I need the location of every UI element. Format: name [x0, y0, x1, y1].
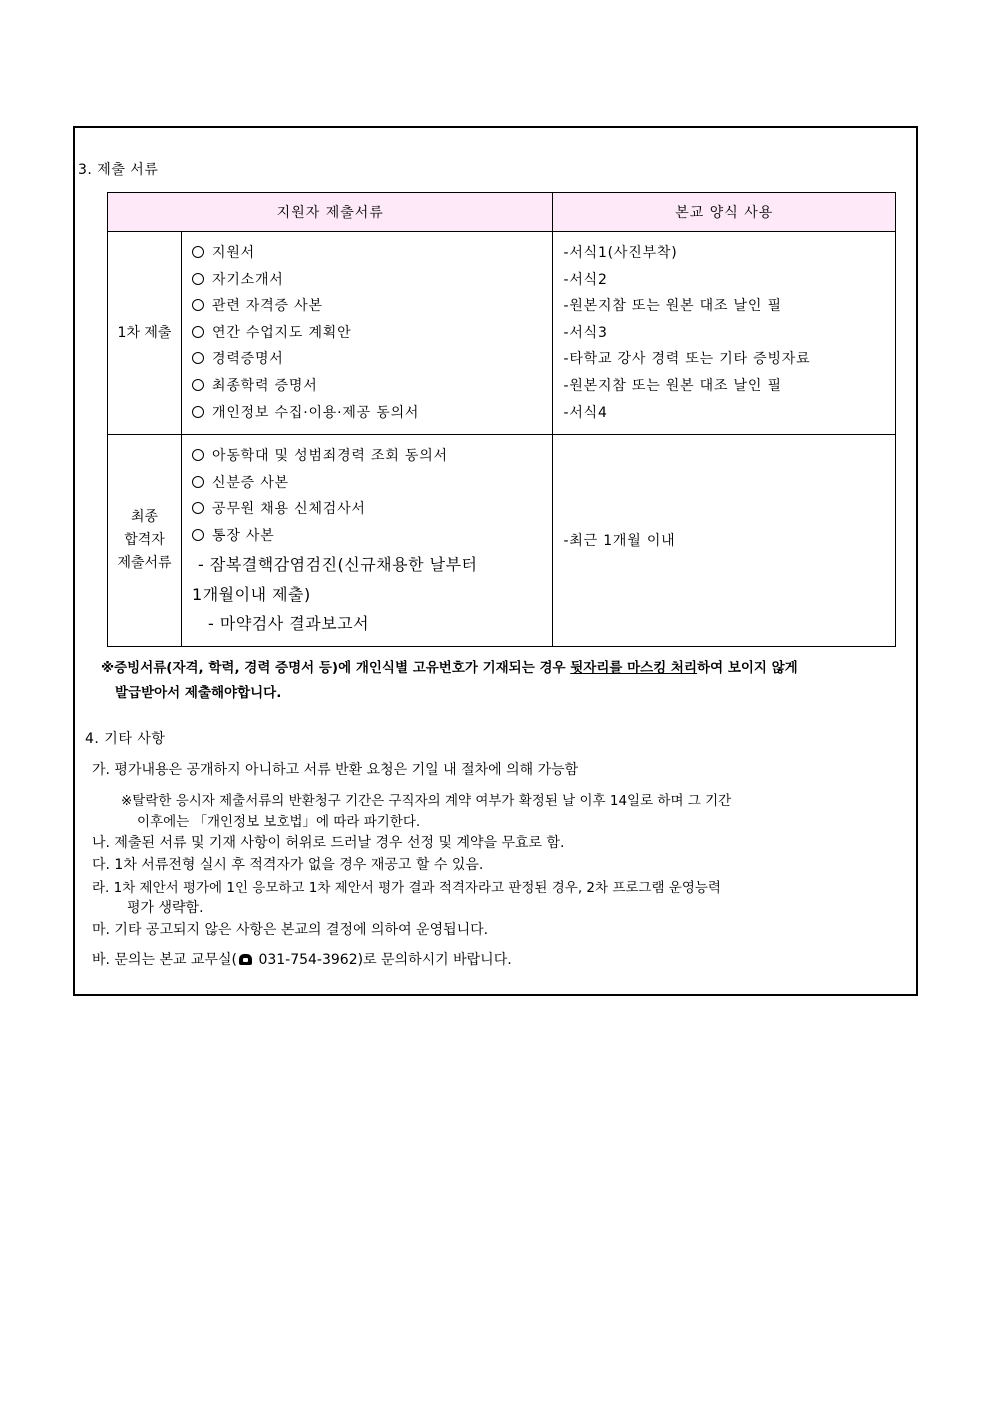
note-na: 나. 제출된 서류 및 기재 사항이 허위로 드러날 경우 선정 및 계약을 무효로 함. — [92, 835, 565, 851]
form-item: -서식1(사진부착) — [563, 245, 678, 261]
list-item: 통장 사본 — [192, 523, 552, 550]
circle-icon — [192, 273, 204, 285]
section-3-title: 3. 제출 서류 — [78, 162, 159, 178]
note-ga: 가. 평가내용은 공개하지 아니하고 서류 반환 요청은 기일 내 절차에 의해 가능함 — [92, 762, 579, 778]
first-round-label: 1차 제출 — [108, 232, 182, 435]
circle-icon — [192, 406, 204, 418]
list-item: 관련 자격증 사본 — [192, 293, 552, 320]
list-item: 자기소개서 — [192, 267, 552, 294]
note-da: 다. 1차 서류전형 실시 후 적격자가 없을 경우 재공고 할 수 있음. — [92, 857, 484, 873]
document-frame — [73, 126, 918, 996]
table-row-first-round — [108, 232, 896, 435]
note-ba: 바. 문의는 본교 교무실( 031-754-3962)로 문의하시기 바랍니다. — [92, 952, 512, 968]
list-item: 공무원 채용 신체검사서 — [192, 496, 552, 523]
list-item: - 마약검사 결과보고서 — [208, 613, 370, 633]
form-item: -타학교 강사 경력 또는 기타 증빙자료 — [563, 351, 811, 368]
note-ra-1: 라. 1차 제안서 평가에 1인 응모하고 1차 제안서 평가 결과 적격자라고 판정된 경우, 2차 프로그램 운영능력 — [92, 880, 721, 896]
first-round-items — [182, 232, 553, 435]
table-row-final — [108, 435, 896, 646]
circle-icon — [192, 246, 204, 258]
circle-icon — [192, 352, 204, 364]
list-item: 최종학력 증명서 — [192, 373, 552, 400]
note-ga-detail-1: ※탈락한 응시자 제출서류의 반환청구 기간은 구직자의 계약 여부가 확정된 날 이후 14일로 하며 그 기간 — [121, 793, 732, 809]
final-form: -최근 1개월 이내 — [553, 435, 896, 646]
list-item: 연간 수업지도 계획안 — [192, 320, 552, 347]
phone-icon — [239, 954, 252, 965]
first-round-forms — [553, 232, 896, 435]
list-item: 1개월이내 제출) — [192, 584, 311, 604]
header-school-form: 본교 양식 사용 — [553, 193, 896, 232]
circle-icon — [192, 502, 204, 514]
form-item: -서식4 — [563, 404, 608, 421]
table-header-row — [108, 193, 896, 232]
list-item: 지원서 — [192, 240, 552, 267]
circle-icon — [192, 476, 204, 488]
form-item: -원본지참 또는 원본 대조 날인 필 — [563, 298, 782, 315]
form-item: -서식3 — [563, 324, 608, 341]
final-label: 최종 합격자 제출서류 — [108, 435, 182, 646]
list-item: 경력증명서 — [192, 346, 552, 373]
note-ma: 마. 기타 공고되지 않은 사항은 본교의 결정에 의하여 운영됩니다. — [92, 922, 489, 938]
submission-documents-table — [107, 192, 896, 647]
list-item: 신분증 사본 — [192, 470, 552, 497]
circle-icon — [192, 529, 204, 541]
header-applicant-documents: 지원자 제출서류 — [108, 193, 553, 232]
masking-notice-line2: 발급받아서 제출해야합니다. — [115, 685, 282, 701]
list-item: - 잠복결핵감염검진(신규채용한 날부터 — [198, 554, 478, 574]
section-4-title: 4. 기타 사항 — [85, 731, 166, 747]
note-ga-detail-2: 이후에는 「개인정보 보호법」에 따라 파기한다. — [137, 814, 421, 830]
form-item: -원본지참 또는 원본 대조 날인 필 — [563, 377, 782, 394]
circle-icon — [192, 379, 204, 391]
circle-icon — [192, 449, 204, 461]
final-items — [182, 435, 553, 646]
list-item: 아동학대 및 성범죄경력 조회 동의서 — [192, 443, 552, 470]
form-item: -서식2 — [563, 271, 608, 288]
masking-notice: ※증빙서류(자격, 학력, 경력 증명서 등)에 개인식별 고유번호가 기재되는 경우 뒷자리를 마스킹 처리하여 보이지 않게 — [101, 660, 798, 676]
list-item: 개인정보 수집·이용·제공 동의서 — [192, 400, 552, 427]
circle-icon — [192, 299, 204, 311]
circle-icon — [192, 326, 204, 338]
note-ra-2: 평가 생략함. — [127, 900, 204, 916]
